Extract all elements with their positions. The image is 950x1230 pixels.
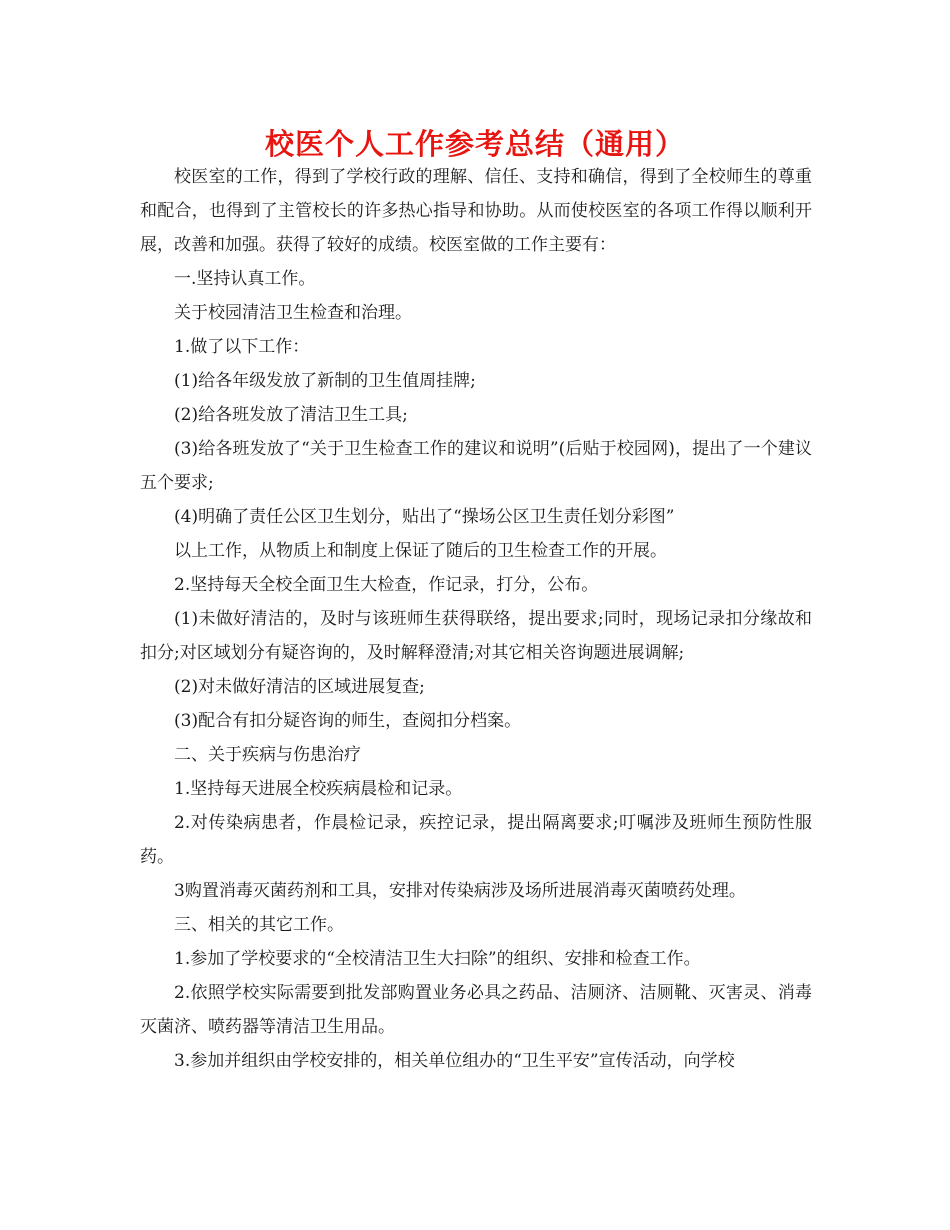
list-item: (3)配合有扣分疑咨询的师生，查阅扣分档案。 [174, 711, 522, 731]
paragraph: 关于校园清洁卫生检查和治理。 [174, 303, 412, 323]
list-item: 1.参加了学校要求的“全校清洁卫生大扫除”的组织、安排和检查工作。 [174, 949, 701, 969]
paragraph: 校医室的工作，得到了学校行政的理解、信任、支持和确信，得到了全校师生的尊重和配合，也得到了主管校长的许多热心指导和协助。从而使校医室的各项工作得以顺利开展，改善和加强。获得了较好的成绩。校医室做的工作主要有： [140, 167, 812, 255]
list-item: (1)给各年级发放了新制的卫生值周挂牌; [174, 371, 476, 391]
list-item: (2)给各班发放了清洁卫生工具; [174, 405, 408, 425]
list-item: 1.做了以下工作： [174, 337, 310, 357]
section-heading: 三、相关的其它工作。 [174, 915, 344, 935]
list-item: (3)给各班发放了“关于卫生检查工作的建议和说明”(后贴于校园网)，提出了一个建议五个要求; [140, 439, 812, 493]
list-item: (4)明确了责任公区卫生划分，贴出了“操场公区卫生责任划分彩图” [174, 507, 675, 527]
list-item: 1.坚持每天进展全校疾病晨检和记录。 [174, 779, 463, 799]
document-title: 校医个人工作参考总结（通用） [264, 127, 685, 161]
list-item: 2.对传染病患者，作晨检记录，疾控记录，提出隔离要求;叮嘱涉及班师生预防性服药。 [140, 813, 812, 867]
list-item: 3购置消毒灭菌药剂和工具，安排对传染病涉及场所进展消毒灭菌喷药处理。 [174, 881, 746, 901]
list-item: 2.坚持每天全校全面卫生大检查，作记录，打分，公布。 [174, 575, 599, 595]
paragraph: 以上工作，从物质上和制度上保证了随后的卫生检查工作的开展。 [174, 541, 667, 561]
list-item: (1)未做好清洁的，及时与该班师生获得联络，提出要求;同时，现场记录扣分缘故和扣分;对区域划分有疑咨询的，及时解释澄清;对其它相关咨询题进展调解; [140, 609, 812, 663]
list-item: 2.依照学校实际需要到批发部购置业务必具之药品、洁厕济、洁厕靴、灭害灵、消毒灭菌济、喷药器等清洁卫生用品。 [140, 983, 812, 1037]
section-heading: 二、关于疾病与伤患治疗 [174, 745, 361, 765]
list-item: 3.参加并组织由学校安排的，相关单位组办的“卫生平安”宣传活动，向学校 [174, 1051, 735, 1071]
section-heading: 一.坚持认真工作。 [174, 269, 316, 289]
list-item: (2)对未做好清洁的区域进展复查; [174, 677, 425, 697]
document-body [140, 160, 812, 1078]
